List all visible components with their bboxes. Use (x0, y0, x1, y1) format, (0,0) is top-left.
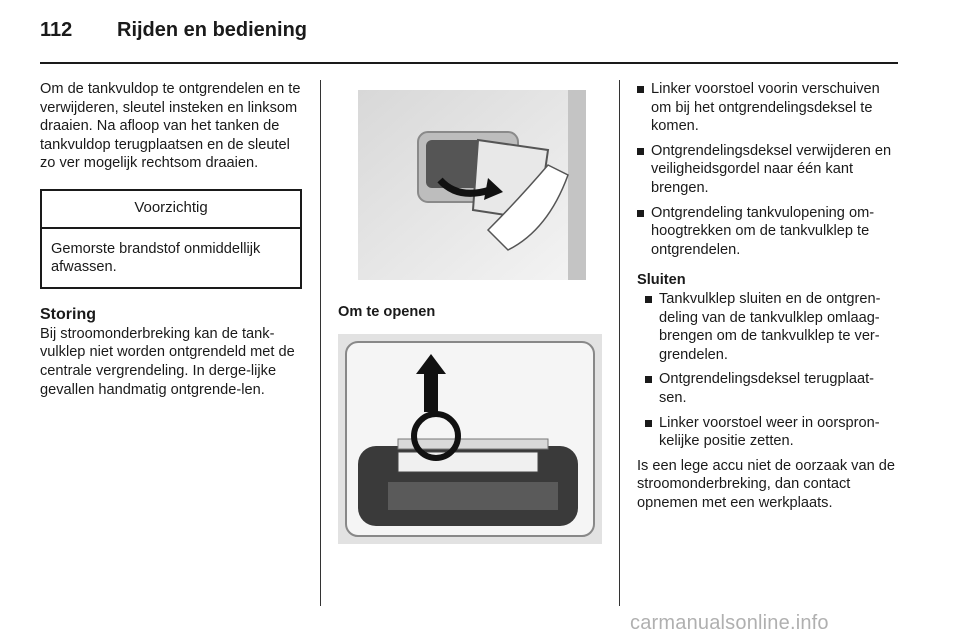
column-right (637, 80, 899, 512)
sluiten-list (645, 290, 899, 451)
watermark: carmanualsonline.info (630, 612, 829, 634)
list-item (645, 414, 899, 451)
bullet-icon (637, 86, 644, 93)
list-item-text: Linker voorstoel weer in oorspron-kelijke positie zetten. (659, 414, 880, 450)
storing-heading: Storing (40, 305, 96, 323)
list-item (637, 204, 899, 260)
list-item (637, 142, 899, 198)
list-item (637, 80, 899, 136)
page-number: 112 (40, 19, 73, 41)
steps-list (637, 80, 899, 259)
bullet-icon (637, 148, 644, 155)
list-item-text: Ontgrendelingsdeksel verwijderen en veiligheidsgordel naar één kant brengen. (651, 142, 892, 196)
bullet-icon (645, 296, 652, 303)
storing-paragraph: Bij stroomonderbreking kan de tank-vulklep niet worden ontgrendeld met de centrale vergrendeling. In derge-lijke gevallen handmatig ontgrende-len. (40, 325, 295, 398)
column-separator (619, 80, 620, 606)
list-item (645, 290, 899, 364)
page-title: Rijden en bediening (117, 19, 308, 41)
sluiten-heading: Sluiten (637, 272, 686, 289)
list-item-text: Ontgrendeling tankvulopening om-hoogtrekken om de tankvulklep te ontgrendelen. (651, 204, 875, 258)
intro-paragraph: Om de tankvuldop te ontgrendelen en te verwijderen, sleutel insteken en linksom draaien. Na afloop van het tanken de tankvuldop terugplaatsen en de sleutel zo ver mogelijk rechtsom draaien. (40, 81, 301, 172)
bullet-icon (637, 210, 644, 217)
column-separator (320, 80, 321, 606)
header-rule (40, 62, 898, 64)
caution-title: Voorzichtig (42, 191, 300, 229)
bullet-icon (645, 376, 652, 383)
fuel-flap-release-illustration (338, 80, 602, 288)
bullet-icon (645, 420, 652, 427)
list-item-text: Tankvulklep sluiten en de ontgren-deling van de tankvulklep omlaag-brengen om de tankvulklep te ver-grendelen. (659, 290, 881, 363)
figure-caption: Om te openen (338, 304, 436, 320)
caution-text: Gemorste brandstof onmiddellijk afwassen. (51, 240, 261, 276)
list-item-text: Ontgrendelingsdeksel terugplaat-sen. (659, 371, 874, 406)
manual-release-illustration (338, 334, 602, 544)
closing-paragraph: Is een lege accu niet de oorzaak van de stroomonderbreking, dan contact opnemen met een werkplaats. (637, 457, 895, 511)
list-item-text: Linker voorstoel voorin verschuiven om bij het ontgrendelingsdeksel te komen. (651, 81, 880, 135)
column-left (40, 80, 305, 399)
list-item (645, 370, 899, 407)
caution-box (40, 189, 302, 289)
